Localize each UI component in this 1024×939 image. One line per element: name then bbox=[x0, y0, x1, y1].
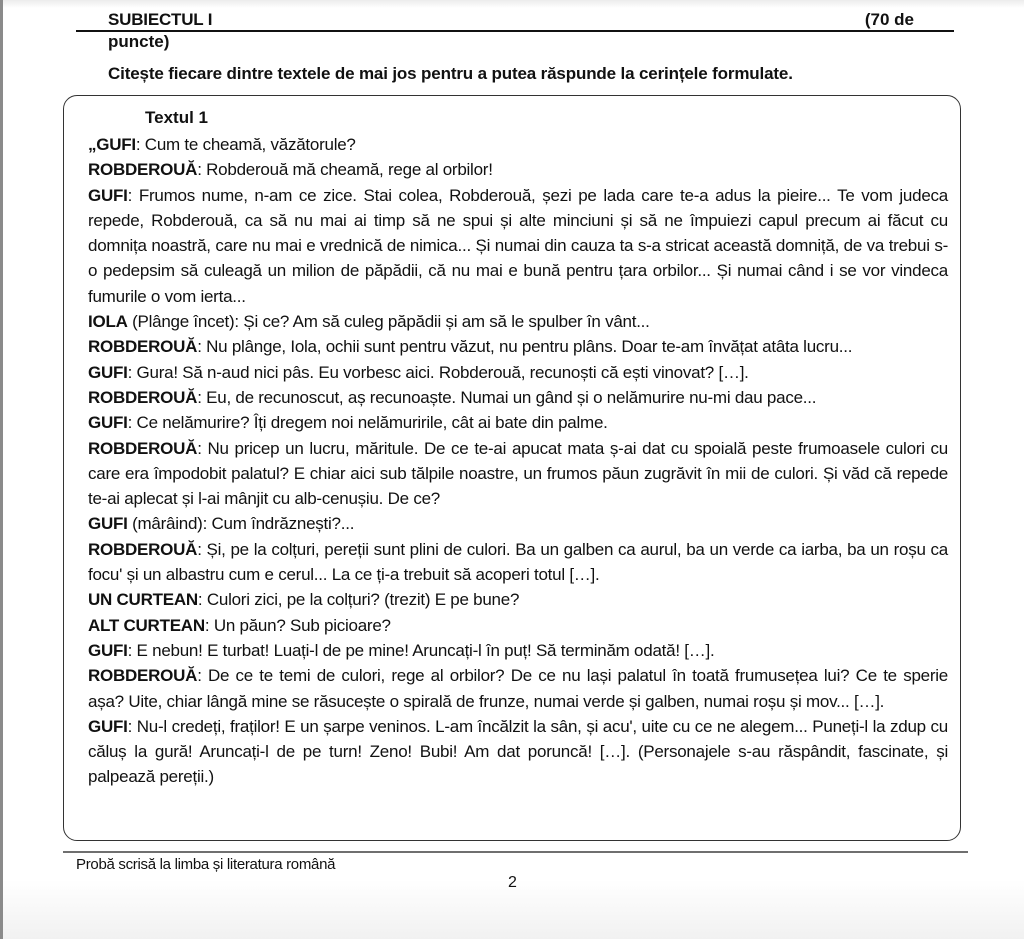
speaker-name: GUFI bbox=[88, 716, 128, 736]
speaker-name: GUFI bbox=[88, 185, 128, 205]
line-text: : Nu-l credeți, fraților! E un șarpe veninos. L-am încălzit la sân, și acu', uite cu ce ne alegem... Puneți-l la zdup cu căluș la gură! Aruncați-l de pe turn! Zeno! Bubi! Am dat poruncă! […]. (Personajele s-au răspândit, fascinate, și palpează pereții.) bbox=[88, 716, 948, 787]
dialogue-line bbox=[88, 537, 948, 588]
page-number: 2 bbox=[508, 874, 517, 891]
instruction-text: Citește fiecare dintre textele de mai jos pentru a putea răspunde la cerințele formulate. bbox=[108, 64, 793, 83]
speaker-name: IOLA bbox=[88, 312, 128, 332]
speaker-name: ROBDEROUĂ bbox=[88, 160, 198, 180]
line-text: : Frumos nume, n-am ce zice. Stai colea, Robderouă, șezi pe lada care te-a adus la pieire... Te vom judeca repede, Robderouă, ca să nu mai ai timp să ne spui și alte minciuni și să ne împuiezi capul precum ai făcut cu domnița noastră, care nu mai e vrednică de nimica... Și numai din cauza ta s-a stricat această domniță, de va trebui s-o pedepsim să culeagă un milion de păpădii, că nu mai e bună pentru țara orbilor... Și numai când i se vor vindeca fumurile o vom ierta... bbox=[88, 185, 948, 306]
line-text: : Nu pricep un lucru, măritule. De ce te-ai apucat mata ș-ai dat cu spoială peste frumoasele culori cu care era împodobit palatul? E chiar aici sub tălpile noastre, un frumos păun zugrăvit în mii de culori. Și văd că repede te-ai aplecat și l-ai mânjit cu alb-cenușiu. De ce? bbox=[88, 438, 948, 509]
dialogue-excerpt bbox=[88, 132, 948, 790]
line-text: : E nebun! E turbat! Luați-l de pe mine! Aruncați-l în puț! Să terminăm odată! […]. bbox=[127, 640, 715, 660]
dialogue-line bbox=[88, 385, 948, 410]
line-text: : Cum te cheamă, văzătorule? bbox=[135, 135, 356, 154]
line-text: : Gura! Să n-aud nici pâs. Eu vorbesc aici. Robderouă, recunoști că ești vinovat? […]. bbox=[127, 362, 749, 382]
dialogue-line bbox=[88, 511, 948, 536]
dialogue-line bbox=[88, 714, 948, 790]
dialogue-line bbox=[88, 410, 948, 435]
speaker-name: ROBDEROUĂ bbox=[88, 438, 198, 458]
footer-divider bbox=[63, 851, 968, 853]
exam-footer-label: Probă scrisă la limba și literatura română bbox=[76, 856, 336, 873]
subject-title: SUBIECTUL I bbox=[108, 10, 213, 29]
points-label: (70 de bbox=[864, 10, 914, 29]
text-1-title: Textul 1 bbox=[145, 108, 208, 127]
subject-header bbox=[76, 8, 954, 32]
dialogue-line bbox=[88, 360, 948, 385]
page-top-shadow bbox=[0, 0, 1024, 8]
speaker-name: ROBDEROUĂ bbox=[88, 337, 198, 357]
points-label-continued: puncte) bbox=[108, 32, 170, 51]
line-text: : Culori zici, pe la colțuri? (trezit) E pe bune? bbox=[197, 590, 520, 610]
line-text: : Robderouă mă cheamă, rege al orbilor! bbox=[197, 160, 493, 180]
speaker-name: GUFI bbox=[88, 640, 128, 660]
speaker-name: GUFI bbox=[88, 514, 128, 534]
dialogue-line bbox=[88, 183, 948, 309]
speaker-name: ROBDEROUĂ bbox=[88, 666, 198, 686]
line-text: : Un păun? Sub picioare? bbox=[204, 615, 391, 635]
dialogue-line bbox=[88, 587, 948, 612]
line-text: : Ce nelămurire? Îți dregem noi nelămuririle, cât ai bate din palme. bbox=[127, 413, 608, 433]
speaker-name: UN CURTEAN bbox=[88, 590, 198, 610]
dialogue-line bbox=[88, 157, 948, 182]
speaker-name: ALT CURTEAN bbox=[88, 615, 205, 635]
dialogue-line bbox=[88, 132, 948, 157]
speaker-name: ROBDEROUĂ bbox=[88, 539, 198, 559]
viewer-left-edge bbox=[0, 0, 3, 939]
speaker-name: GUFI bbox=[88, 362, 128, 382]
line-text: : De ce te temi de culori, rege al orbilor? De ce nu lași palatul în toată frumusețea lui? Ce te sperie așa? Uite, chiar lângă mine se răsucește o spirală de frunze, numai verde și galben, numai roșu și mov... […]. bbox=[88, 666, 948, 711]
dialogue-line bbox=[88, 613, 948, 638]
dialogue-line bbox=[88, 436, 948, 512]
dialogue-line bbox=[88, 638, 948, 663]
line-text: : Și, pe la colțuri, pereții sunt plini de culori. Ba un galben ca aurul, ba un verde ca iarba, ba un roșu ca focu' și un albastru cum e cerul... La ce ți-a trebuit să acoperi totul […]. bbox=[88, 539, 948, 585]
dialogue-line bbox=[88, 663, 948, 714]
speaker-name: ROBDEROUĂ bbox=[88, 387, 198, 407]
line-text: (mârâind): Cum îndrăznești?... bbox=[127, 514, 355, 534]
dialogue-line bbox=[88, 334, 948, 359]
speaker-name: „GUFI bbox=[88, 135, 136, 154]
line-text: (Plânge încet): Și ce? Am să culeg păpădii și am să le spulber în vânt... bbox=[127, 312, 650, 332]
line-text: : Nu plânge, Iola, ochii sunt pentru văzut, nu pentru plâns. Doar te-am învățat atâta lucru... bbox=[197, 337, 853, 357]
dialogue-line bbox=[88, 309, 948, 334]
line-text: : Eu, de recunoscut, aș recunoaște. Numai un gând și o nelămurire nu-mi dau pace... bbox=[197, 387, 817, 407]
speaker-name: GUFI bbox=[88, 413, 128, 433]
